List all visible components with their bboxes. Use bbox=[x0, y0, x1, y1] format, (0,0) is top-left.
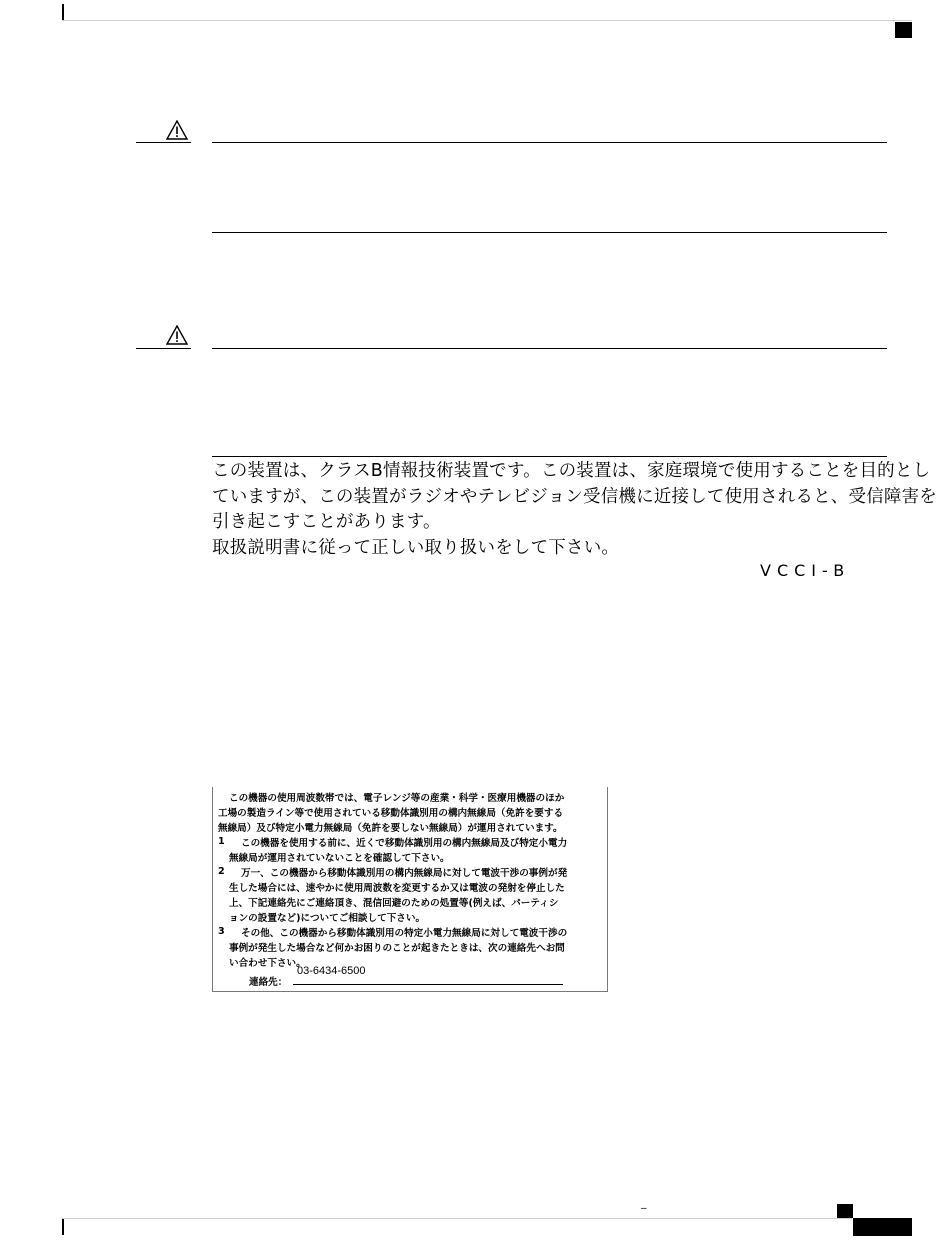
footer-dash: – bbox=[641, 1203, 647, 1214]
caution-bottom-rule bbox=[212, 456, 887, 457]
footer-rule bbox=[62, 1218, 852, 1219]
vcci-statement bbox=[212, 459, 937, 561]
notice-intro-line: 工場の製造ライン等で使用されている移動体識別用の構内無線局（免許を要する bbox=[218, 808, 564, 819]
notice-item-line: 事例が発生した場合など何かお困りのことが起きたときは、次の連絡先へお問 bbox=[229, 943, 565, 954]
caution-bottom-rule bbox=[212, 232, 887, 233]
footer-page-tab bbox=[853, 1218, 912, 1236]
vcci-line: 引き起こすことがあります。 bbox=[212, 512, 441, 532]
header-crop-mark bbox=[62, 4, 64, 20]
vcci-line: 取扱説明書に従って正しい取り扱いをして下さい。 bbox=[212, 537, 620, 558]
footer-corner-block bbox=[837, 1204, 853, 1218]
notice-item-number: 3 bbox=[218, 926, 225, 937]
vcci-line: この装置は、クラスB情報技術装置です。この装置は、家庭環境で使用することを目的とし bbox=[212, 461, 931, 481]
notice-item-line: い合わせ下さい。 bbox=[229, 958, 306, 969]
notice-item-line: 生した場合には、速やかに使用周波数を変更するか又は電波の発射を停止した bbox=[229, 883, 565, 894]
notice-item-number: 1 bbox=[218, 836, 225, 847]
notice-intro-line: 無線局）及び特定小電力無線局（免許を要しない無線局）が運用されています。 bbox=[218, 823, 563, 834]
vcci-mark: VCCI-B bbox=[760, 561, 851, 580]
notice-item-line: 上、下記連絡先にご連絡頂き、混信回避のための処置等(例えば、パーティシ bbox=[229, 898, 559, 909]
notice-item-line: 無線局が運用されていないことを確認して下さい。 bbox=[229, 853, 450, 864]
notice-intro-line: この機器の使用周波数帯では、電子レンジ等の産業・科学・医療用機器のほか bbox=[229, 793, 565, 804]
notice-item-line: ョンの設置など)についてご相談して下さい。 bbox=[229, 913, 426, 924]
footer-crop-mark bbox=[62, 1219, 64, 1235]
caution-top-rule bbox=[212, 142, 887, 143]
notice-item-number: 2 bbox=[218, 866, 225, 877]
contact-label: 連絡先： bbox=[249, 977, 288, 988]
caution-icon-underline bbox=[136, 142, 191, 143]
caution-icon bbox=[166, 120, 188, 140]
caution-top-rule bbox=[212, 348, 887, 349]
header-rule bbox=[62, 20, 912, 21]
contact-underline bbox=[293, 984, 563, 985]
notice-item-line: この機器を使用する前に、近くで移動体識別用の構内無線局及び特定小電力 bbox=[241, 838, 568, 849]
vcci-line: ていますが、この装置がラジオやテレビジョン受信機に近接して使用されると、受信障害を bbox=[212, 486, 937, 507]
notice-item-line: その他、この機器から移動体識別用の特定小電力無線局に対して電波干渉の bbox=[241, 928, 568, 939]
contact-phone: 03-6434-6500 bbox=[297, 965, 366, 977]
radio-notice-box bbox=[212, 787, 608, 992]
caution-icon bbox=[166, 325, 188, 345]
caution-icon-underline bbox=[136, 348, 191, 349]
header-corner-block bbox=[895, 22, 912, 38]
notice-item-line: 万一、この機器から移動体識別用の構内無線局に対して電波干渉の事例が発 bbox=[241, 868, 568, 879]
